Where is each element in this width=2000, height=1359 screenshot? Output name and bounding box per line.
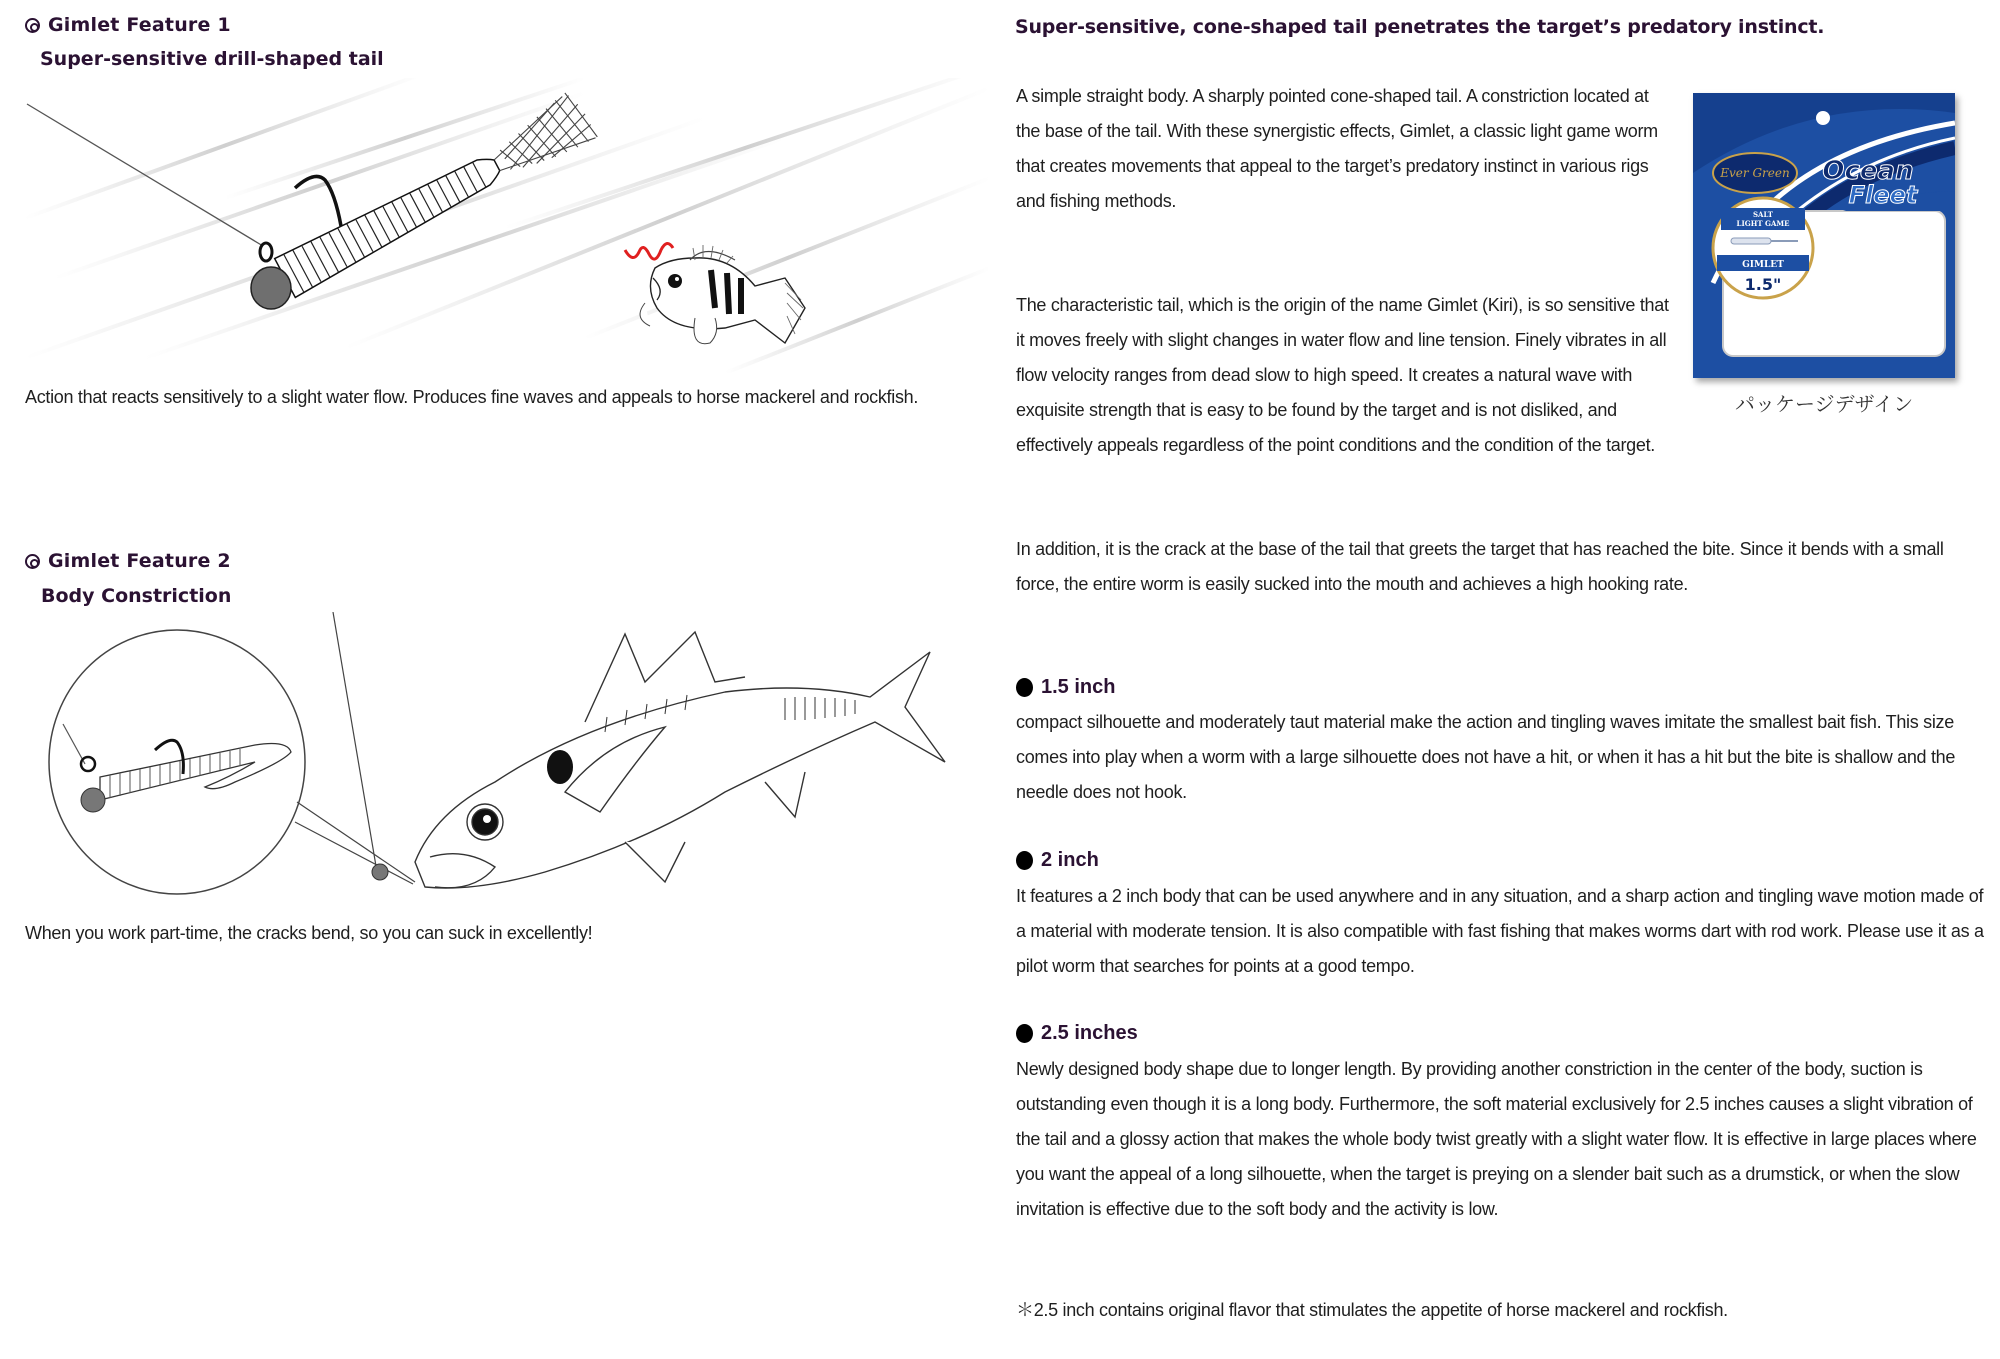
brand-logo-text: Ever Green xyxy=(1720,166,1790,180)
size-description-2-inch: It features a 2 inch body that can be used anywhere and in any situation, and a sharp action and tingling wave motion made of a material with moderate tension. It is also compatible with fast fishing that makes worms dart with rod work. Please use it as a pilot worm that searches for points at a good tempo. xyxy=(1016,886,1984,976)
size-heading-1-5-inch xyxy=(1016,676,1115,699)
size-label: 2 inch xyxy=(1041,849,1099,871)
jighead-worm-and-rockfish-illustration xyxy=(25,78,995,373)
bullet-icon xyxy=(1016,1024,1033,1043)
feature2-title xyxy=(25,550,231,572)
feature1-caption: Action that reacts sensitively to a slight water flow. Produces fine waves and appeals to horse mackerel and rockfish. xyxy=(25,387,919,407)
size-description-1-5-inch: compact silhouette and moderately taut material make the action and tingling waves imitate the smallest bait fish. This size comes into play when a worm with a large silhouette does not have a hit, or when it has a hit but the bite is shallow and the needle does not hook. xyxy=(1016,712,1956,802)
svg-text:SALT: SALT xyxy=(1752,210,1774,219)
package-image xyxy=(1693,93,1955,378)
series-logo-ocean: Ocean xyxy=(1822,156,1914,186)
intro-paragraph: A simple straight body. A sharply pointed cone-shaped tail. A constriction located at the base of the tail. With these synergistic effects, Gimlet, a classic light game worm that creates movements that appeal to the target’s predatory instinct in various rigs and fishing methods. xyxy=(1016,86,1658,211)
tail-paragraph: The characteristic tail, which is the origin of the name Gimlet (Kiri), is so sensitive that it moves freely with slight changes in water flow and line tension. Finely vibrates in all flow velocity ranges from dead slow to high speed. It creates a natural wave with exquisite strength that is easy to be found by the target and is not disliked, and effectively appeals regardless of the point conditions and the condition of the target. xyxy=(1016,295,1669,455)
feature1-title-text: Gimlet Feature 1 xyxy=(48,14,231,36)
series-logo-fleet: Fleet xyxy=(1848,181,1918,209)
main-headline: Super-sensitive, cone-shaped tail penetrates the target’s predatory instinct. xyxy=(1015,16,1825,38)
package-size: 1.5" xyxy=(1744,275,1782,294)
horse-mackerel-sucking-worm-illustration xyxy=(25,612,975,897)
feature2-subtitle: Body Constriction xyxy=(41,585,232,607)
target-circle-icon xyxy=(25,18,40,33)
size-label: 2.5 inches xyxy=(1041,1022,1138,1044)
crack-paragraph: In addition, it is the crack at the base of the tail that greets the target that has reached the bite. Since it bends with a small force, the entire worm is easily sucked into the mouth and achieves a high hooking rate. xyxy=(1016,539,1944,594)
feature2-caption: When you work part-time, the cracks bend, so you can suck in excellently! xyxy=(25,923,593,943)
bullet-icon xyxy=(1016,851,1033,870)
package-design-caption: パッケージデザイン xyxy=(1735,392,1914,416)
flavor-footnote: ＊2.5 inch contains original flavor that stimulates the appetite of horse mackerel and rockfish. xyxy=(1016,1300,1728,1320)
feature2-title-text: Gimlet Feature 2 xyxy=(48,550,231,572)
feature1-subtitle: Super-sensitive drill-shaped tail xyxy=(40,48,384,70)
target-circle-icon xyxy=(25,554,40,569)
bullet-icon xyxy=(1016,678,1033,697)
size-heading-2-inch xyxy=(1016,849,1099,872)
size-heading-2-5-inches xyxy=(1016,1022,1138,1045)
size-description-2-5-inches: Newly designed body shape due to longer length. By providing another constriction in the center of the body, suction is outstanding even though it is a long body. Furthermore, the soft material exclusively for 2.5 inches causes a slight vibration of the tail and a glossy action that makes the whole body twist greatly with a slight water flow. It is effective in large places where you want the appeal of a long silhouette, when the target is preying on a slender bait such as a drumstick, or when the slow invitation is effective due to the soft body and the activity is low. xyxy=(1016,1059,1977,1219)
package-product-name: GIMLET xyxy=(1742,260,1784,270)
size-label: 1.5 inch xyxy=(1041,676,1116,698)
feature1-title xyxy=(25,14,231,36)
svg-text:LIGHT GAME: LIGHT GAME xyxy=(1736,219,1790,228)
